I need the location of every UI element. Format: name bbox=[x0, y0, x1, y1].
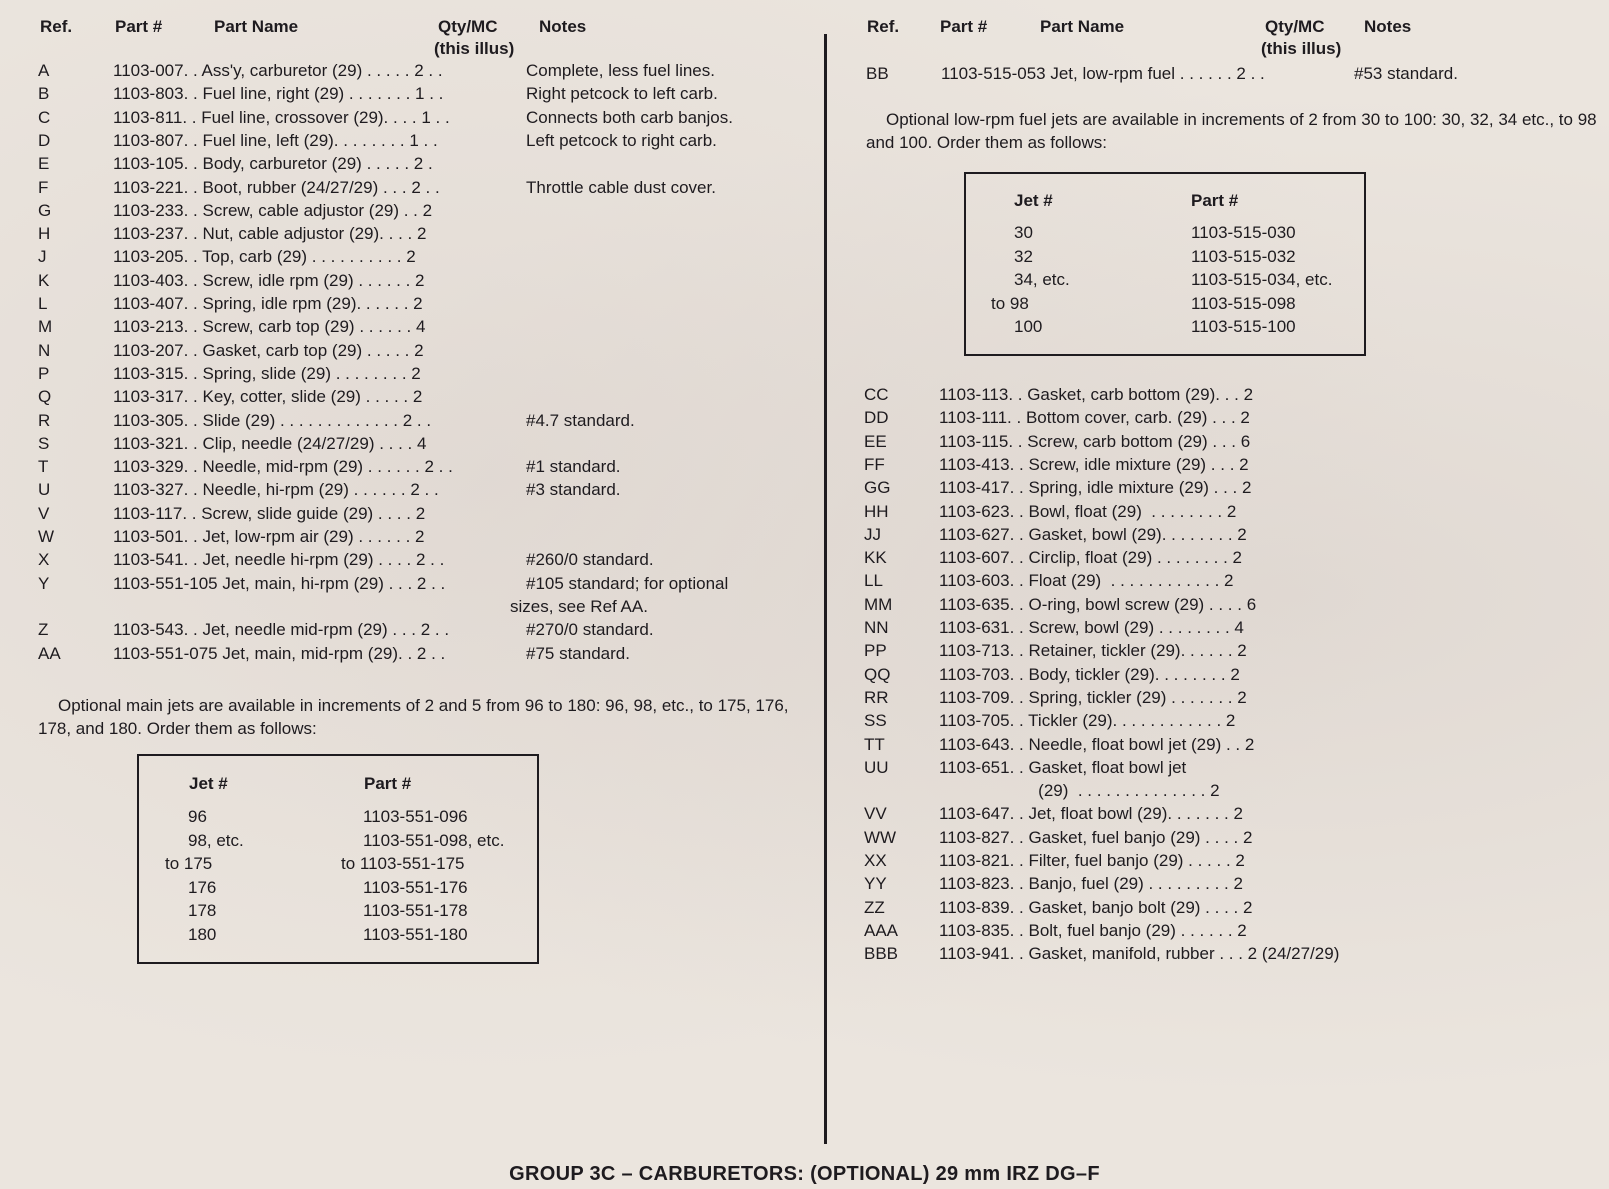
row-ref: T bbox=[38, 457, 49, 477]
table-row bbox=[0, 688, 1609, 708]
header-part-name-left: Part Name bbox=[214, 17, 299, 36]
row-note: Left petcock to right carb. bbox=[526, 130, 717, 150]
header-notes-right: Notes bbox=[1364, 17, 1412, 36]
row-part-text: 1103-417. . Spring, idle mixture (29) . . . 2 bbox=[939, 478, 1252, 498]
row-note: #4.7 standard. bbox=[526, 410, 635, 430]
row-note: sizes, see Ref AA. bbox=[510, 596, 648, 616]
left-box-part-cell: 1103-551-180 bbox=[363, 924, 468, 944]
table-row bbox=[0, 851, 1609, 871]
row-part-text: 1103-551-075 Jet, main, mid-rpm (29). . 2 . . bbox=[113, 643, 446, 663]
right-box-jet-cell: to 98 bbox=[991, 293, 1029, 313]
row-part-text: 1103-635. . O-ring, bowl screw (29) . . . . 6 bbox=[939, 594, 1257, 614]
table-row bbox=[0, 595, 1609, 615]
table-row bbox=[0, 874, 1609, 894]
table-row bbox=[0, 408, 1609, 428]
row-note: #75 standard. bbox=[526, 643, 630, 663]
row-part-text: 1103-515-053 Jet, low-rpm fuel . . . . . . 2 . . bbox=[941, 64, 1265, 83]
table-row bbox=[0, 294, 820, 314]
row-ref: FF bbox=[864, 454, 885, 474]
row-ref: K bbox=[38, 270, 50, 290]
table-row bbox=[0, 364, 820, 384]
row-part-text: 1103-115. . Screw, carb bottom (29) . . . 6 bbox=[939, 431, 1251, 451]
table-row bbox=[0, 804, 1609, 824]
row-part-text: 1103-607. . Circlip, float (29) . . . . . . . . 2 bbox=[939, 548, 1242, 568]
row-part-text: 1103-803. . Fuel line, right (29) . . . . . . . 1 . . bbox=[113, 84, 444, 104]
row-part-text: 1103-117. . Screw, slide guide (29) . . . . 2 bbox=[113, 503, 426, 523]
table-row bbox=[0, 502, 1609, 522]
row-ref: D bbox=[38, 130, 51, 150]
row-part-text: 1103-623. . Bowl, float (29) . . . . . . . . 2 bbox=[939, 501, 1237, 521]
row-part-text: 1103-941. . Gasket, manifold, rubber . . . 2 (24/27/29) bbox=[939, 944, 1340, 964]
row-part-text: 1103-321. . Clip, needle (24/27/29) . . . . 4 bbox=[113, 433, 427, 453]
row-part-text: 1103-501. . Jet, low-rpm air (29) . . . . . . 2 bbox=[113, 527, 425, 546]
table-row bbox=[0, 385, 1609, 405]
row-note: #105 standard; for optional bbox=[526, 573, 729, 593]
row-part-text: 1103-827. . Gasket, fuel banjo (29) . . . . 2 bbox=[939, 827, 1253, 847]
table-row bbox=[0, 317, 820, 337]
table-row bbox=[0, 548, 1609, 568]
row-part-text: 1103-237. . Nut, cable adjustor (29). . . . 2 bbox=[113, 224, 427, 244]
table-row bbox=[0, 271, 820, 291]
row-ref: DD bbox=[864, 408, 889, 428]
right-box-jet-cell: 32 bbox=[1014, 246, 1033, 266]
row-ref: AAA bbox=[864, 920, 899, 940]
row-ref: H bbox=[38, 224, 51, 244]
row-note: #260/0 standard. bbox=[526, 550, 654, 570]
left-box-jet-cell: 96 bbox=[188, 807, 207, 826]
header-qty-sub-right: (this illus) bbox=[1261, 39, 1342, 58]
left-box-jet-header: Jet # bbox=[189, 774, 228, 793]
row-ref: C bbox=[38, 107, 51, 127]
row-part-text: 1103-305. . Slide (29) . . . . . . . . . . . . . 2 . . bbox=[113, 410, 432, 430]
table-row bbox=[0, 247, 820, 267]
row-ref: GG bbox=[864, 478, 891, 498]
row-ref: UU bbox=[864, 757, 889, 777]
table-row bbox=[0, 201, 820, 221]
left-box-part-cell: 1103-551-096 bbox=[363, 807, 468, 826]
row-ref: MM bbox=[864, 594, 893, 614]
row-ref: X bbox=[38, 550, 50, 570]
row-part-text: 1103-647. . Jet, float bowl (29). . . . . . . 2 bbox=[939, 804, 1243, 824]
row-part-text: 1103-835. . Bolt, fuel banjo (29) . . . . . . 2 bbox=[939, 920, 1247, 940]
right-optional-jets-paragraph: Optional low-rpm fuel jets are available in increments of 2 from 30 to 100: 30, 32, 34 etc., to 98 and 100. Order them as follows: bbox=[866, 110, 1597, 152]
row-ref: TT bbox=[864, 734, 885, 754]
left-box-part-cell: to 1103-551-175 bbox=[341, 854, 465, 873]
left-box-part-cell: 1103-551-098, etc. bbox=[363, 830, 505, 850]
right-box-part-cell: 1103-515-030 bbox=[1191, 223, 1296, 242]
header-part-no-left: Part # bbox=[115, 17, 163, 36]
header-part-name-right: Part Name bbox=[1040, 17, 1125, 36]
row-part-text: 1103-317. . Key, cotter, slide (29) . . . . . 2 bbox=[113, 387, 423, 407]
row-ref: J bbox=[38, 247, 47, 267]
row-note: Complete, less fuel lines. bbox=[526, 61, 715, 80]
row-part-text: 1103-839. . Gasket, banjo bolt (29) . . . . 2 bbox=[939, 897, 1253, 917]
row-ref: L bbox=[38, 294, 48, 313]
row-note: #1 standard. bbox=[526, 457, 621, 477]
right-low-rpm-jet-table bbox=[964, 172, 1366, 356]
header-ref-right: Ref. bbox=[867, 17, 900, 36]
row-part-text: 1103-413. . Screw, idle mixture (29) . . . 2 bbox=[939, 454, 1249, 474]
right-box-part-header: Part # bbox=[1191, 191, 1239, 210]
row-ref: P bbox=[38, 363, 50, 383]
row-note: Connects both carb banjos. bbox=[526, 107, 733, 127]
row-ref: Z bbox=[38, 620, 49, 640]
row-ref: NN bbox=[864, 618, 889, 637]
left-box-part-cell: 1103-551-178 bbox=[363, 901, 468, 920]
table-row bbox=[0, 944, 1609, 964]
row-part-text: 1103-541. . Jet, needle hi-rpm (29) . . . . 2 . . bbox=[113, 550, 445, 570]
right-box-jet-cell: 30 bbox=[1014, 223, 1033, 242]
row-ref: CC bbox=[864, 385, 889, 404]
row-ref: Y bbox=[38, 573, 50, 593]
left-box-jet-cell: to 175 bbox=[165, 854, 213, 873]
row-ref: G bbox=[38, 200, 52, 220]
row-note: #270/0 standard. bbox=[526, 620, 654, 640]
right-box-jet-cell: 100 bbox=[1014, 317, 1043, 336]
table-row bbox=[0, 224, 820, 244]
row-ref: W bbox=[38, 527, 55, 546]
row-part-text: 1103-603. . Float (29) . . . . . . . . . . . . 2 bbox=[939, 571, 1234, 591]
right-box-part-cell: 1103-515-098 bbox=[1191, 293, 1296, 313]
row-note: #3 standard. bbox=[526, 480, 621, 500]
table-row bbox=[0, 641, 1609, 661]
row-part-text: 1103-709. . Spring, tickler (29) . . . . . . . 2 bbox=[939, 687, 1247, 707]
table-row bbox=[0, 178, 820, 198]
table-row bbox=[0, 758, 1609, 778]
row-ref: Q bbox=[38, 387, 52, 407]
row-ref: EE bbox=[864, 431, 887, 451]
row-part-text: 1103-713. . Retainer, tickler (29). . . . . . 2 bbox=[939, 641, 1247, 661]
left-box-jet-cell: 178 bbox=[188, 901, 217, 920]
row-ref: N bbox=[38, 340, 51, 360]
row-ref: PP bbox=[864, 641, 887, 661]
table-row bbox=[0, 781, 1609, 801]
table-row bbox=[0, 571, 1609, 591]
table-row bbox=[0, 921, 1609, 941]
row-part-text: 1103-207. . Gasket, carb top (29) . . . . . 2 bbox=[113, 340, 424, 360]
row-ref: U bbox=[38, 480, 51, 500]
row-part-text: 1103-105. . Body, carburetor (29) . . . . . 2 . bbox=[113, 154, 433, 174]
table-row bbox=[0, 478, 1609, 498]
row-part-text: 1103-543. . Jet, needle mid-rpm (29) . . . 2 . . bbox=[113, 620, 450, 640]
table-row bbox=[0, 108, 820, 128]
row-ref: A bbox=[38, 61, 50, 80]
row-ref: B bbox=[38, 84, 50, 104]
row-part-text: 1103-205. . Top, carb (29) . . . . . . . . . . 2 bbox=[113, 247, 416, 267]
table-row bbox=[0, 455, 1609, 475]
row-part-text: 1103-631. . Screw, bowl (29) . . . . . . . . 4 bbox=[939, 618, 1244, 637]
header-part-no-right: Part # bbox=[940, 17, 988, 36]
table-row bbox=[0, 618, 1609, 638]
row-ref: KK bbox=[864, 548, 887, 568]
row-ref: E bbox=[38, 154, 50, 174]
row-ref: HH bbox=[864, 501, 889, 521]
row-ref: BBB bbox=[864, 944, 899, 964]
row-note: Right petcock to left carb. bbox=[526, 84, 718, 104]
table-row bbox=[0, 525, 1609, 545]
row-part-text: 1103-807. . Fuel line, left (29). . . . . . . . 1 . . bbox=[113, 130, 438, 150]
header-notes-left: Notes bbox=[539, 17, 587, 36]
row-ref: M bbox=[38, 317, 53, 337]
left-box-part-cell: 1103-551-176 bbox=[363, 877, 468, 897]
table-row bbox=[0, 665, 1609, 685]
row-part-text: 1103-811. . Fuel line, crossover (29). . . . 1 . . bbox=[113, 107, 450, 127]
row-ref: RR bbox=[864, 687, 889, 707]
row-ref: JJ bbox=[864, 524, 881, 544]
row-part-text: 1103-643. . Needle, float bowl jet (29) . . 2 bbox=[939, 734, 1255, 754]
row-ref: WW bbox=[864, 827, 897, 847]
row-ref: SS bbox=[864, 711, 887, 731]
row-part-text: 1103-703. . Body, tickler (29). . . . . . . . 2 bbox=[939, 664, 1240, 684]
right-box-part-cell: 1103-515-034, etc. bbox=[1191, 270, 1333, 289]
row-ref: AA bbox=[38, 643, 61, 663]
row-part-text: 1103-705. . Tickler (29). . . . . . . . . . . . 2 bbox=[939, 711, 1236, 731]
left-optional-jets-paragraph: Optional main jets are available in increments of 2 and 5 from 96 to 180: 96, 98, etc., to 175, 176, 178, and 180. Order them as follows: bbox=[38, 696, 789, 738]
table-row bbox=[0, 84, 820, 104]
row-ref: ZZ bbox=[864, 897, 885, 917]
header-qty-left: Qty/MC bbox=[438, 17, 498, 36]
table-row bbox=[0, 341, 820, 361]
right-box-jet-cell: 34, etc. bbox=[1014, 270, 1070, 289]
row-ref: V bbox=[38, 503, 50, 523]
left-box-jet-cell: 176 bbox=[188, 877, 217, 897]
left-box-part-header: Part # bbox=[364, 774, 412, 793]
row-part-text: 1103-007. . Ass'y, carburetor (29) . . . . . 2 . . bbox=[113, 61, 443, 80]
row-part-text: 1103-627. . Gasket, bowl (29). . . . . . . . 2 bbox=[939, 524, 1247, 544]
right-box-part-cell: 1103-515-032 bbox=[1191, 246, 1296, 266]
row-note: #53 standard. bbox=[1354, 64, 1458, 83]
row-ref: F bbox=[38, 177, 49, 197]
row-ref: S bbox=[38, 433, 50, 453]
row-ref: XX bbox=[864, 851, 887, 870]
right-box-part-cell: 1103-515-100 bbox=[1191, 317, 1296, 336]
table-row bbox=[0, 898, 1609, 918]
row-part-text: 1103-221. . Boot, rubber (24/27/29) . . . 2 . . bbox=[113, 177, 440, 197]
row-part-text: 1103-403. . Screw, idle rpm (29) . . . . . . 2 bbox=[113, 270, 425, 290]
table-row bbox=[0, 154, 820, 174]
row-part-text: (29) . . . . . . . . . . . . . . 2 bbox=[939, 781, 1220, 801]
row-ref: LL bbox=[864, 571, 883, 591]
row-part-text: 1103-113. . Gasket, carb bottom (29). . . 2 bbox=[939, 385, 1254, 404]
table-row-BB bbox=[0, 64, 1609, 84]
row-part-text: 1103-407. . Spring, idle rpm (29). . . . . . 2 bbox=[113, 294, 423, 313]
row-note: Throttle cable dust cover. bbox=[526, 177, 716, 197]
row-ref: YY bbox=[864, 874, 887, 894]
row-part-text: 1103-821. . Filter, fuel banjo (29) . . . . . 2 bbox=[939, 851, 1245, 870]
row-part-text: 1103-651. . Gasket, float bowl jet bbox=[939, 757, 1187, 777]
table-row bbox=[0, 828, 1609, 848]
table-row bbox=[0, 131, 820, 151]
table-row bbox=[0, 735, 1609, 755]
row-part-text: 1103-111. . Bottom cover, carb. (29) . . . 2 bbox=[939, 408, 1250, 428]
row-part-text: 1103-327. . Needle, hi-rpm (29) . . . . . . 2 . . bbox=[113, 480, 439, 500]
row-part-text: 1103-823. . Banjo, fuel (29) . . . . . . . . . 2 bbox=[939, 874, 1243, 894]
row-part-text: 1103-315. . Spring, slide (29) . . . . . . . . 2 bbox=[113, 363, 421, 383]
header-qty-right: Qty/MC bbox=[1265, 17, 1325, 36]
left-box-jet-cell: 98, etc. bbox=[188, 830, 244, 850]
left-box-jet-cell: 180 bbox=[188, 924, 217, 944]
row-part-text: 1103-233. . Screw, cable adjustor (29) . . 2 bbox=[113, 200, 433, 220]
header-ref-left: Ref. bbox=[40, 17, 73, 36]
right-box-jet-header: Jet # bbox=[1014, 191, 1053, 210]
row-ref: QQ bbox=[864, 664, 891, 684]
table-row bbox=[0, 711, 1609, 731]
row-ref: R bbox=[38, 410, 51, 430]
page-footer-title: GROUP 3C – CARBURETORS: (OPTIONAL) 29 mm IRZ DG–F bbox=[509, 1163, 1100, 1185]
row-part-text: 1103-551-105 Jet, main, hi-rpm (29) . . . 2 . . bbox=[113, 573, 446, 593]
row-ref: VV bbox=[864, 804, 887, 824]
row-ref: BB bbox=[866, 64, 889, 83]
row-part-text: 1103-329. . Needle, mid-rpm (29) . . . . . . 2 . . bbox=[113, 457, 453, 477]
table-row bbox=[0, 432, 1609, 452]
header-qty-sub-left: (this illus) bbox=[434, 39, 515, 58]
row-part-text: 1103-213. . Screw, carb top (29) . . . . . . 4 bbox=[113, 317, 426, 337]
